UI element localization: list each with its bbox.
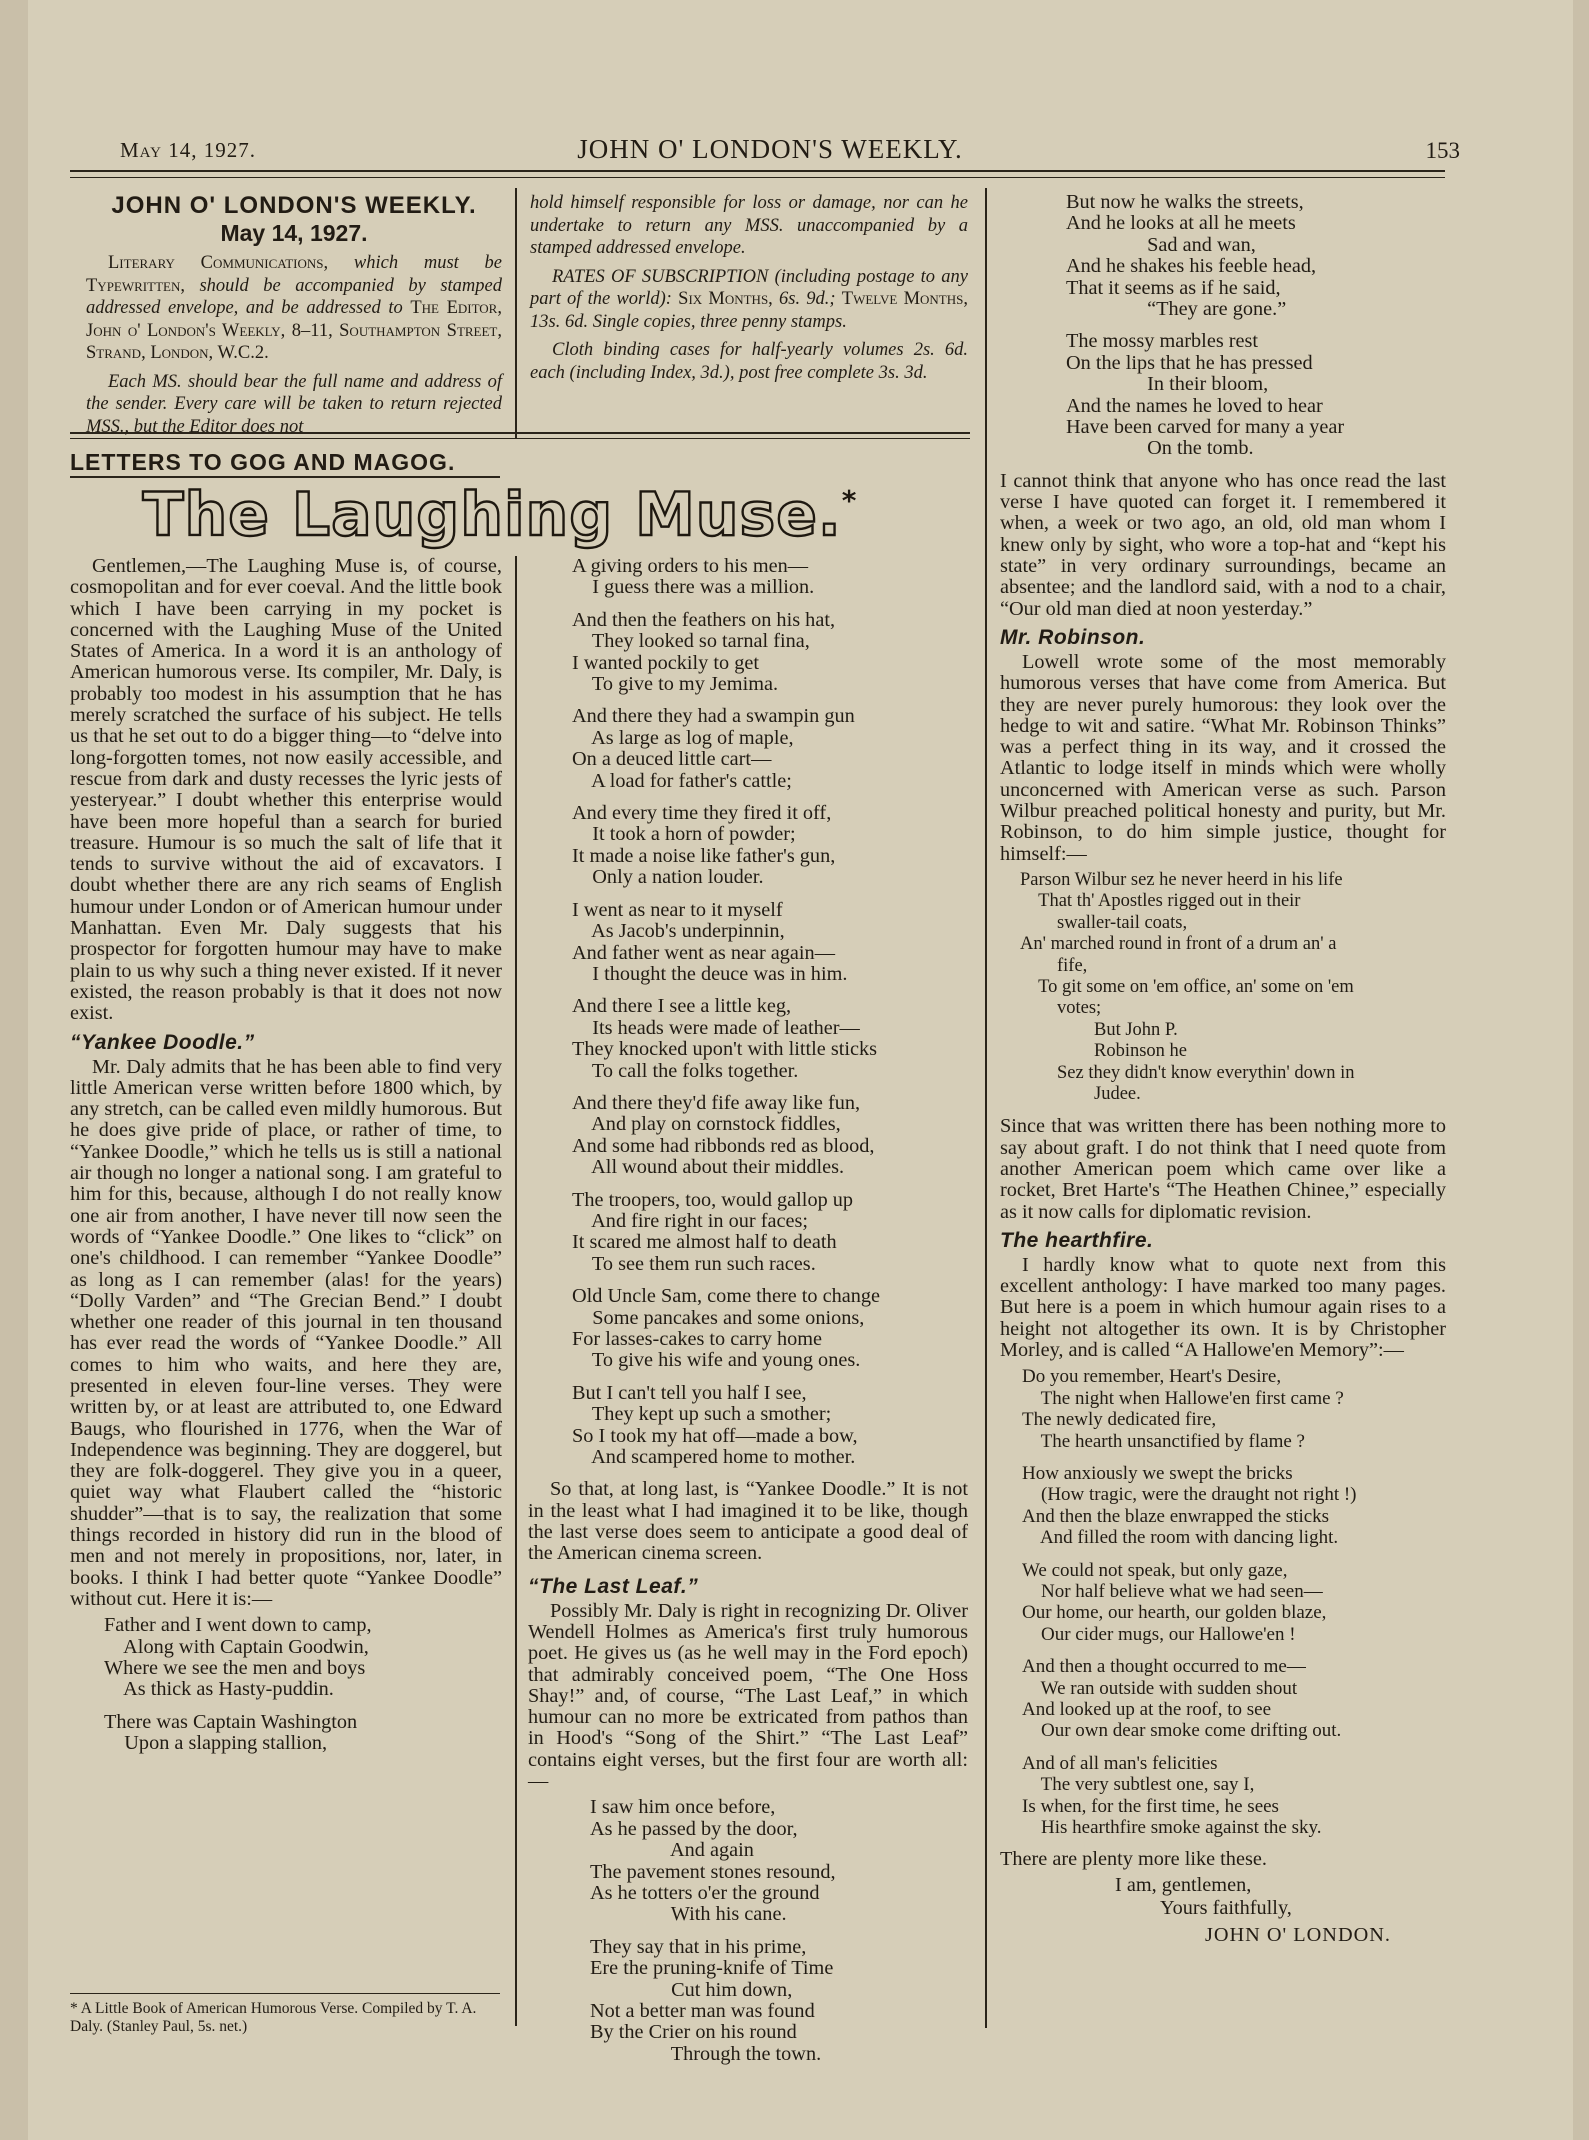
verse-line: Our own dear smoke come drifting out. (1022, 1720, 1342, 1742)
article-column-1 (70, 556, 502, 1766)
stanza (572, 1093, 968, 1179)
verse-line: I thought the deuce was in him. (572, 962, 848, 985)
verse-line: Have been carved for many a year (1066, 416, 1345, 439)
verse-line: The pavement stones resound, (590, 1860, 836, 1883)
verse-line: The troopers, too, would gallop up (572, 1188, 854, 1211)
verse-line: The newly dedicated fire, (1022, 1409, 1217, 1431)
verse-line: For lasses-cakes to carry home (572, 1328, 823, 1350)
verse-line: And looked up at the roof, to see (1022, 1699, 1272, 1721)
verse-line: A load for father's cattle; (572, 769, 792, 792)
verse-line: And of all man's felicities (1022, 1752, 1218, 1774)
footnote-rule (70, 1993, 500, 1994)
verse-line: And he shakes his feeble head, (1066, 255, 1317, 278)
verse-line: And some had ribbonds red as blood, (572, 1134, 875, 1157)
paragraph: Gentlemen,—The Laughing Muse is, of course, cosmopolitan and for ever coeval. And the little book which I have been carrying in my pocket is concerned with the Laughing Muse of the United States of America. In a word it is an anthology of American humorous verse. Its compiler, Mr. Daly, is probably too modest in his assumption that he has merely scratched the surface of his subject. He tells us that he set out to do a bigger thing—to “delve into long-forgotten tomes, not now easily accessible, and rescue from dark and dusty recesses the lyric jests of yesteryear.” I doubt whether this enterprise would have been more hopeful than a search for buried treasure. Humour is so much the salt of life that it tends to survive without the aid of excavators. I doubt whether there are any rich seams of English humour under London or of American humour under Manhattan. Even Mr. Daly suggests that his prospector for forgotten humour may have to make plain to us why such a thing never existed. If it never existed, the reason probably is that it does not now exist. (70, 555, 502, 1025)
yankee-doodle-verse-2 (572, 556, 968, 1468)
stanza (572, 1383, 968, 1469)
verse-line: And again (590, 1839, 754, 1862)
verse-line: A giving orders to his men— (572, 555, 809, 577)
stanza (1022, 1463, 1446, 1549)
verse-line: (How tragic, were the draught not right !) (1022, 1484, 1357, 1506)
verse-line: Robinson he (1020, 1041, 1188, 1062)
verse-line: There was Captain Washington (104, 1710, 358, 1733)
verse-line: As thick as Hasty-puddin. (104, 1678, 334, 1701)
verse-line: I went as near to it myself (572, 898, 783, 921)
halloween-memory-verse (1022, 1366, 1446, 1838)
verse-line: Not a better man was found (590, 1999, 815, 2022)
verse-line: swaller-tail coats, (1020, 912, 1188, 933)
verse-line: As Jacob's underpinnin, (572, 920, 785, 943)
verse-line: It scared me almost half to death (572, 1231, 837, 1254)
stanza (572, 803, 968, 889)
stanza (1066, 192, 1446, 320)
yankee-doodle-verse-1 (104, 1615, 502, 1754)
verse-line: As large as log of maple, (572, 726, 794, 749)
running-head (90, 134, 1460, 168)
verse-line: To git some on 'em office, an' some on 'em (1020, 976, 1354, 997)
verse-line: But now he walks the streets, (1066, 191, 1304, 213)
verse-line: That it seems as if he said, (1066, 276, 1281, 299)
verse-line: “They are gone.” (1066, 298, 1287, 321)
masthead-block (86, 192, 502, 438)
verse-line: An' marched round in front of a drum an' a (1020, 934, 1337, 955)
stanza (572, 706, 968, 792)
verse-line: Our home, our hearth, our golden blaze, (1022, 1602, 1327, 1624)
verse-line: And play on cornstock fiddles, (572, 1113, 841, 1136)
running-head-title: JOHN O' LONDON'S WEEKLY. (577, 134, 963, 164)
stanza (590, 1937, 968, 2065)
paragraph: I cannot think that anyone who has once read the last verse I have quoted can forget it. I remembered it when, a week or two ago, an old, old man whom I knew only by sight, who wore a top-hat and “kept his state” in very ordinary surroundings, became an absentee; and the landlord said, with a nod to a chair, “Our old man died at noon yesterday.” (1000, 469, 1446, 620)
verse-line: They looked so tarnal fina, (572, 630, 810, 653)
verse-line: And every time they fired it off, (572, 802, 832, 825)
section-heading: LETTERS TO GOG AND MAGOG. (70, 449, 456, 475)
paragraph: I hardly know what to quote next from this excellent anthology: I have marked too many pages. But here is a poem in which humour again rises to a height not altogether its own. It is by Christopher Morley, and is called “A Hallowe'en Memory”:— (1000, 1253, 1446, 1362)
verse-line: To call the folks together. (572, 1059, 799, 1082)
stanza (104, 1615, 502, 1701)
verse-line: They say that in his prime, (590, 1935, 807, 1958)
verse-line: And scampered home to mother. (572, 1446, 856, 1469)
last-leaf-verse-2 (1066, 192, 1446, 460)
verse-line: Ere the pruning-knife of Time (590, 1957, 834, 1980)
verse-line: Is when, for the first time, he sees (1022, 1795, 1279, 1817)
verse-line: Through the town. (590, 2042, 822, 2065)
stanza (1022, 1560, 1446, 1646)
verse-line: That th' Apostles rigged out in their (1020, 891, 1301, 912)
verse-line: The very subtlest one, say I, (1022, 1774, 1255, 1796)
stanza (1022, 1366, 1446, 1452)
stanza (572, 1286, 968, 1372)
masthead-date: May 14, 1927. (220, 220, 368, 246)
verse-line: On a deuced little cart— (572, 748, 772, 771)
verse-line: Only a nation louder. (572, 866, 764, 889)
stanza (572, 900, 968, 986)
verse-line: The night when Hallowe'en first came ? (1022, 1387, 1344, 1409)
paragraph: So that, at long last, is “Yankee Doodle.” It is not in the least what I had imagined it to be like, though the last verse does seem to anticipate a good deal of the American cinema screen. (528, 1478, 968, 1565)
verse-line: Sez they didn't know everythin' down in (1020, 1062, 1355, 1083)
article-column-2 (528, 556, 968, 2076)
verse-line: Sad and wan, (1066, 233, 1256, 256)
verse-line: Nor half believe what we had seen— (1022, 1581, 1323, 1603)
verse-line: The hearth unsanctified by flame ? (1022, 1430, 1305, 1452)
verse-line: And father went as near again— (572, 941, 835, 964)
verse-line: And the names he loved to hear (1066, 394, 1323, 417)
verse-line: And then a thought occurred to me— (1022, 1656, 1306, 1678)
verse-line: As he passed by the door, (590, 1817, 798, 1840)
paragraph: Mr. Daly admits that he has been able to find very little American verse written before 1800 which, by any stretch, can be called even mildly humorous. But he does give pride of place, or rather of time, to “Yankee Doodle,” which he tells us is still a national air though no longer a national song. I am grateful to him for this, because, although I do not really know one air from another, I have never till now seen the words of “Yankee Doodle.” One likes to “click” on one's childhood. I can remember “Yankee Doodle” as long as I can remember (alas! for the years) “Dolly Varden” and “The Grecian Bend.” I doubt whether one reader of this journal in ten thousand has ever read the words of “Yankee Doodle.” All comes to him who waits, and here they are, presented in eleven four-line verses. They were written by, or at least are attributed to, one Edward Baugs, who flourished in 1776, when the War of Independence was beginning. They are doggerel, but they are folk-doggerel. They give you in a queer, quiet way what Flaubert called the “historic shudder”—that is to say, the realization that some things recorded in history did run in the blood of men and not merely in propositions, nor, later, in books. I think I had better quote “Yankee Doodle” without cut. Here it is:— (70, 1055, 502, 1610)
subhead-last-leaf: “The Last Leaf.” (528, 1574, 699, 1598)
stanza (1020, 870, 1446, 1105)
stanza (1066, 331, 1446, 459)
stanza (590, 1797, 968, 1925)
robinson-verse (1020, 870, 1446, 1105)
verse-line: Parson Wilbur sez he never heerd in his life (1020, 869, 1343, 890)
last-leaf-verse-1 (590, 1797, 968, 2065)
paragraph: Lowell wrote some of the most memorably humorous verses that have come from America. But they are never purely humorous: they look over the hedge to wit and satire. “What Mr. Robinson Thinks” was a perfect thing in its way, and it crossed the Atlantic to lodge itself in minds which were wholly unconcerned with American verse as such. Parson Wilbur preached political honesty and purity, but Mr. Robinson, to do him simple justice, thought for himself:— (1000, 650, 1446, 865)
subhead-hearthfire: The hearthfire. (1000, 1228, 1154, 1252)
verse-line: Our cider mugs, our Hallowe'en ! (1022, 1623, 1296, 1645)
subhead-yankee-doodle: “Yankee Doodle.” (70, 1030, 255, 1054)
verse-line: And fire right in our faces; (572, 1209, 808, 1232)
verse-line: As he totters o'er the ground (590, 1881, 820, 1904)
verse-line: And there they'd fife away like fun, (572, 1091, 861, 1114)
verse-line: And then the feathers on his hat, (572, 608, 836, 631)
verse-line: We could not speak, but only gaze, (1022, 1559, 1288, 1581)
verse-line: But I can't tell you half I see, (572, 1381, 807, 1404)
signoff-2: Yours faithfully, (1160, 1897, 1292, 1920)
verse-line: And there I see a little keg, (572, 995, 792, 1018)
article-column-3 (1000, 192, 1446, 1947)
verse-line: So I took my hat off—made a bow, (572, 1424, 858, 1447)
verse-line: On the lips that he has pressed (1066, 351, 1313, 374)
verse-line: With his cane. (590, 1903, 787, 1926)
verse-line: His hearthfire smoke against the sky. (1022, 1817, 1322, 1839)
verse-line: Judee. (1020, 1083, 1141, 1104)
verse-line: Old Uncle Sam, come there to change (572, 1285, 881, 1308)
paragraph: Since that was written there has been nothing more to say about graft. I do not think that I need quote from another American poem which came over like a rocket, Bret Harte's “The Heathen Chinee,” especially as it now calls for diplomatic revision. (1000, 1115, 1446, 1223)
section-heading-underline (70, 476, 500, 478)
verse-line: Some pancakes and some onions, (572, 1306, 865, 1329)
verse-line: I guess there was a million. (572, 576, 815, 599)
verse-line: I saw him once before, (590, 1796, 776, 1819)
signoff-1: I am, gentlemen, (1115, 1873, 1252, 1896)
running-head-date: May 14, 1927. (120, 138, 256, 162)
paragraph: Possibly Mr. Daly is right in recognizing Dr. Oliver Wendell Holmes as America's first truly humorous poet. He gives us (as he well may in the Ford epoch) that admirably conceived poem, “The One Hoss Shay!” and, of course, “The Last Leaf,” in which humour can no more be extricated from pathos than in Hood's “Song of the Shirt.” “The Last Leaf” contains eight verses, but the first four are worth all:— (528, 1599, 968, 1792)
stanza (1022, 1656, 1446, 1742)
verse-line: To give his wife and young ones. (572, 1349, 861, 1372)
verse-line: We ran outside with sudden shout (1022, 1677, 1298, 1699)
column-divider-1 (515, 556, 517, 2026)
stanza (572, 556, 968, 599)
cloth-binding: Cloth binding cases for half-yearly volumes 2s. 6d. each (including Index, 3d.), post free complete 3s. 3d. (530, 340, 968, 383)
verse-line: Do you remember, Heart's Desire, (1022, 1366, 1282, 1388)
verse-line: By the Crier on his round (590, 2021, 797, 2044)
stanza (572, 996, 968, 1082)
masthead-block-2 (530, 192, 968, 384)
verse-line: Where we see the men and boys (104, 1657, 366, 1680)
ms-notice-cont: hold himself responsible for loss or damage, nor can he undertake to return any MSS. unaccompanied by a stamped addressed envelope. (530, 193, 968, 258)
verse-line: Its heads were made of leather— (572, 1016, 860, 1039)
verse-line: In their bloom, (1066, 373, 1269, 396)
verse-line: Along with Captain Goodwin, (104, 1635, 369, 1658)
verse-line: The mossy marbles rest (1066, 330, 1259, 353)
masthead-divider (515, 188, 517, 438)
subscription-rates: RATES OF SUBSCRIPTION (including postage to any part of the world): Six Months, 6s. 9d.; Twelve Months, 13s. 6d. Single copies, three penny stamps. (530, 266, 969, 332)
verse-line: All wound about their middles. (572, 1156, 845, 1179)
stanza (1022, 1753, 1446, 1839)
article-title: The Laughing Muse.* (142, 480, 858, 550)
verse-line: And filled the room with dancing light. (1022, 1527, 1339, 1549)
verse-line: And there they had a swampin gun (572, 705, 855, 728)
header-rule (70, 170, 1445, 178)
masthead-rule (70, 432, 970, 439)
closing-line: There are plenty more like these. (1000, 1848, 1267, 1871)
verse-line: And then the blaze enwrapped the sticks (1022, 1505, 1330, 1527)
stanza (572, 610, 968, 696)
signature: JOHN O' LONDON. (1205, 1924, 1391, 1947)
verse-line: Father and I went down to camp, (104, 1614, 372, 1637)
verse-line: But John P. (1020, 1019, 1178, 1040)
verse-line: They kept up such a smother; (572, 1403, 832, 1426)
stanza (572, 1190, 968, 1276)
verse-line: And he looks at all he meets (1066, 212, 1296, 235)
verse-line: fife, (1020, 955, 1088, 976)
verse-line: They knocked upon't with little sticks (572, 1038, 878, 1061)
verse-line: To give to my Jemima. (572, 673, 779, 696)
verse-line: How anxiously we swept the bricks (1022, 1462, 1293, 1484)
verse-line: Cut him down, (590, 1978, 793, 2001)
verse-line: It took a horn of powder; (572, 823, 796, 846)
verse-line: On the tomb. (1066, 437, 1254, 460)
masthead-title: JOHN O' LONDON'S WEEKLY. (111, 192, 477, 219)
verse-line: Upon a slapping stallion, (104, 1732, 328, 1755)
column-divider-2 (985, 188, 987, 2028)
verse-line: votes; (1020, 998, 1102, 1019)
footnote: * A Little Book of American Humorous Verse. Compiled by T. A. Daly. (Stanley Paul, 5s. net.) (70, 2000, 477, 2035)
page-number: 153 (1425, 138, 1460, 163)
ms-notice: Each MS. should bear the full name and address of the sender. Every care will be taken to return rejected MSS., but the Editor does not (86, 371, 502, 437)
subhead-mr-robinson: Mr. Robinson. (1000, 625, 1146, 649)
literary-notice: Literary Communications, which must be Typewritten, should be accompanied by stamped addressed envelope, and be addressed to The Editor, John o' London's Weekly, 8–11, Southampton Street, Strand, London, W.C.2. (86, 253, 502, 363)
stanza (104, 1712, 502, 1755)
verse-line: To see them run such races. (572, 1252, 816, 1275)
verse-line: It made a noise like father's gun, (572, 844, 836, 867)
verse-line: I wanted pockily to get (572, 651, 759, 674)
